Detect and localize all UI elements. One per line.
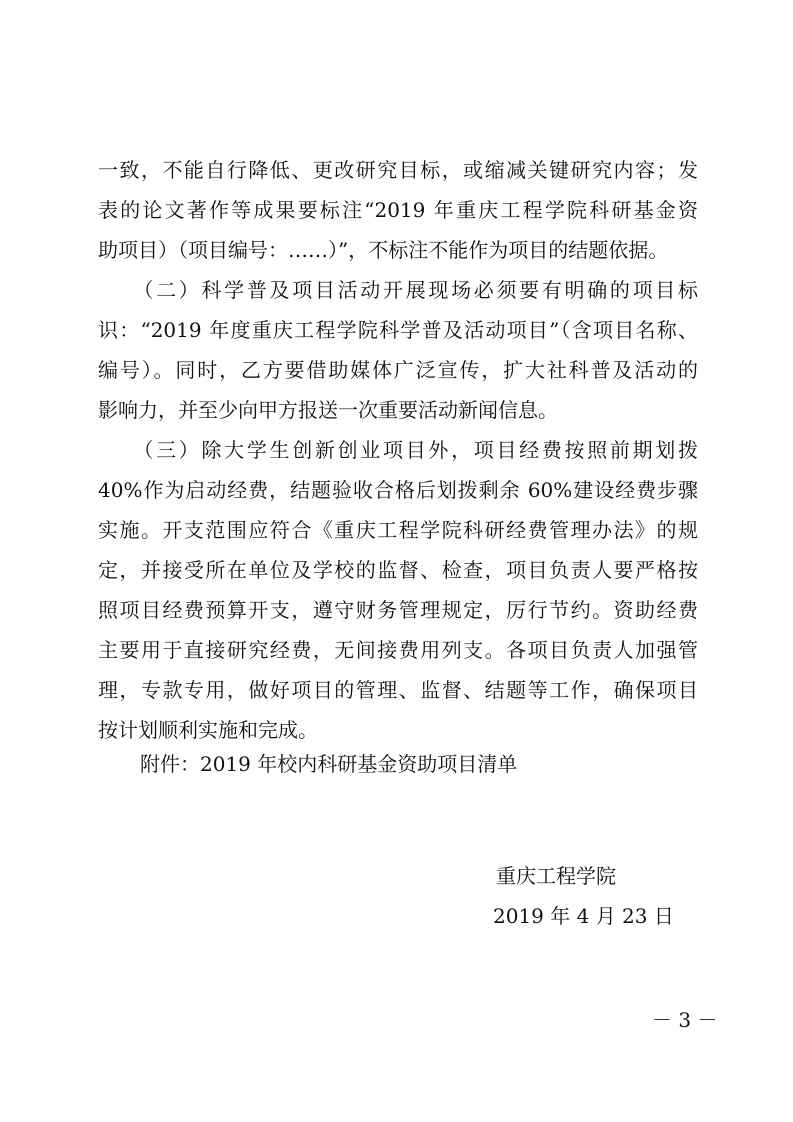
document-body (98, 150, 698, 750)
text-line: 实施。开支范围应符合《重庆工程学院科研经费管理办法》的规 (98, 518, 698, 542)
text-line: 识：“2019 年度重庆工程学院科学普及活动项目”（含项目名称、 (98, 318, 698, 342)
text-line: 定，并接受所在单位及学校的监督、检查，项目负责人要严格按 (98, 558, 698, 582)
signature-organization: 重庆工程学院 (496, 864, 616, 888)
text-line: 表的论文著作等成果要标注“2019 年重庆工程学院科研基金资 (98, 198, 698, 222)
text-line: 理，专款专用，做好项目的管理、监督、结题等工作，确保项目 (98, 678, 698, 702)
signature-block (493, 856, 674, 936)
paragraph-continuation (98, 150, 698, 270)
page-number: － 3 － (652, 1008, 718, 1032)
text-line: （二）科学普及项目活动开展现场必须要有明确的项目标 (98, 278, 698, 302)
text-line: 照项目经费预算开支，遵守财务管理规定，厉行节约。资助经费 (98, 598, 698, 622)
text-line: 影响力，并至少向甲方报送一次重要活动新闻信息。 (98, 398, 558, 422)
text-line: 按计划顺利实施和完成。 (98, 718, 318, 742)
attachment-note: 附件：2019 年校内科研基金资助项目清单 (140, 752, 518, 776)
paragraph-funding (98, 430, 698, 750)
signature-date: 2019 年 4 月 23 日 (493, 904, 674, 928)
text-line: 助项目）（项目编号：……）”，不标注不能作为项目的结题依据。 (98, 238, 669, 262)
text-line: 编号）。同时，乙方要借助媒体广泛宣传，扩大社科普及活动的 (98, 358, 698, 382)
text-line: 一致，不能自行降低、更改研究目标，或缩减关键研究内容；发 (98, 158, 698, 182)
paragraph-science-popularization (98, 270, 698, 430)
text-line: 40%作为启动经费，结题验收合格后划拨剩余 60%建设经费步骤 (98, 478, 698, 502)
text-line: （三）除大学生创新创业项目外，项目经费按照前期划拨 (98, 438, 698, 462)
text-line: 主要用于直接研究经费，无间接费用列支。各项目负责人加强管 (98, 638, 698, 662)
